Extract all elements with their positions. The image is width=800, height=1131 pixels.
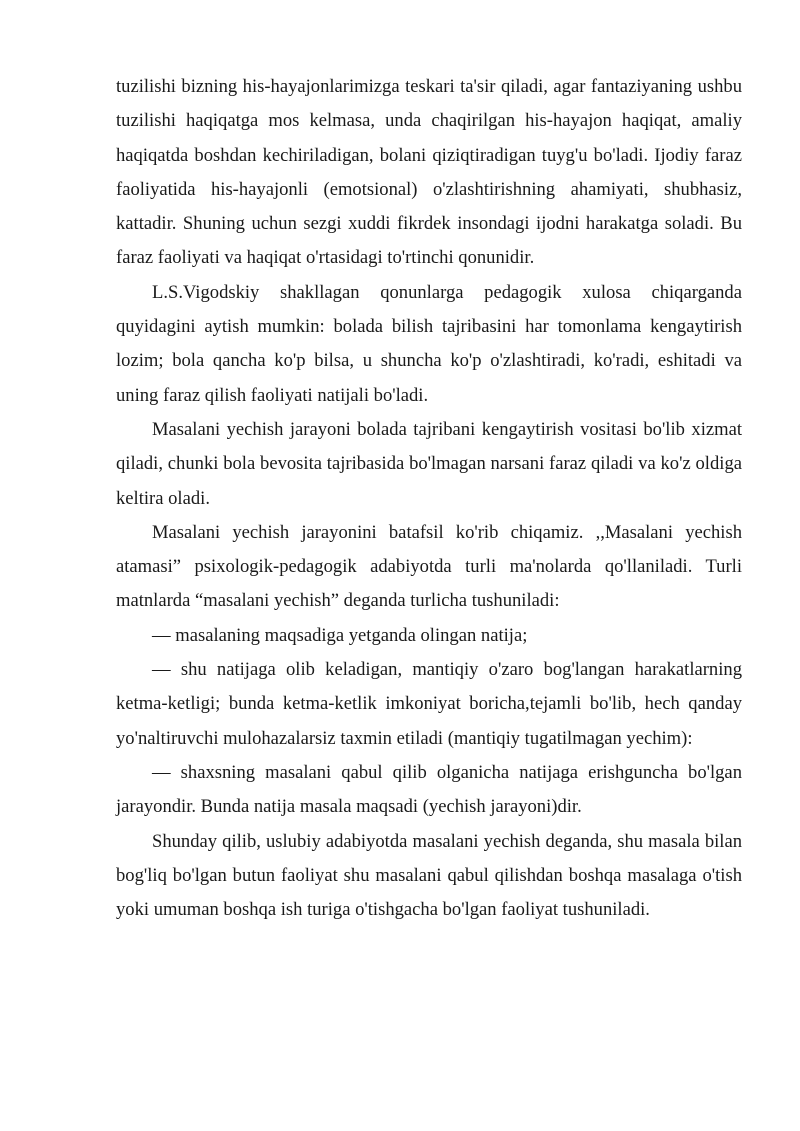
list-item-jarayon: — shaxsning masalani qabul qilib olganicha natijaga erishguncha bo'lgan jarayondir. Bunda natija masala maqsadi (yechish jarayoni)dir. [116, 761, 742, 818]
document-page [116, 70, 742, 927]
paragraph-masala-jarayoni: Masalani yechish jarayoni bolada tajribani kengaytirish vositasi bo'lib xizmat qiladi, chunki bola bevosita tajribasida bo'lmagan narsani faraz qiladi va ko'z oldiga keltira oladi. [116, 418, 742, 509]
paragraph-atama: Masalani yechish jarayonini batafsil ko'rib chiqamiz. ,,Masalani yechish atamasi” psixologik-pedagogik adabiyotda turli ma'nolarda qo'llaniladi. Turli matnlarda “masalani yechish” deganda turlicha tushuniladi: [116, 521, 742, 612]
paragraph-vigodskiy: L.S.Vigodskiy shakllagan qonunlarga pedagogik xulosa chiqarganda quyidagini aytish mumkin: bolada bilish tajribasini har tomonlama kengaytirish lozim; bola qancha ko'p bilsa, u shuncha ko'p o'zlashtiradi, ko'radi, eshitadi va uning faraz qilish faoliyati natijali bo'ladi. [116, 281, 742, 406]
list-item-harakatlar: — shu natijaga olib keladigan, mantiqiy o'zaro bog'langan harakatlarning ketma-ketligi; bunda ketma-ketlik imkoniyat boricha,tejamli bo'lib, hech qanday yo'naltiruvchi mulohazalarsiz taxmin etiladi (mantiqiy tugatilmagan yechim): [116, 659, 742, 749]
list-item-natija: — masalaning maqsadiga yetganda olingan natija; [152, 624, 528, 646]
paragraph-xulosa: Shunday qilib, uslubiy adabiyotda masalani yechish deganda, shu masala bilan bog'liq bo'lgan butun faoliyat shu masalani qabul qilishdan boshqa masalaga o'tish yoki umuman boshqa ish turiga o'tishgacha bo'lgan faoliyat tushuniladi. [116, 830, 742, 921]
paragraph-continuation: tuzilishi bizning his-hayajonlarimizga teskari ta'sir qiladi, agar fantaziyaning ushbu tuzilishi haqiqatga mos kelmasa, unda chaqirilgan his-hayajon haqiqat, amaliy haqiqatda boshdan kechiriladigan, bolani qiziqtiradigan tuyg'u bo'ladi. Ijodiy faraz faoliyatida his-hayajonli (emotsional) o'zlashtirishning ahamiyati, shubhasiz, kattadir. Shuning uchun sezgi xuddi fikrdek insondagi ijodni harakatga soladi. Bu faraz faoliyati va haqiqat o'rtasidagi to'rtinchi qonunidir. [116, 76, 742, 269]
